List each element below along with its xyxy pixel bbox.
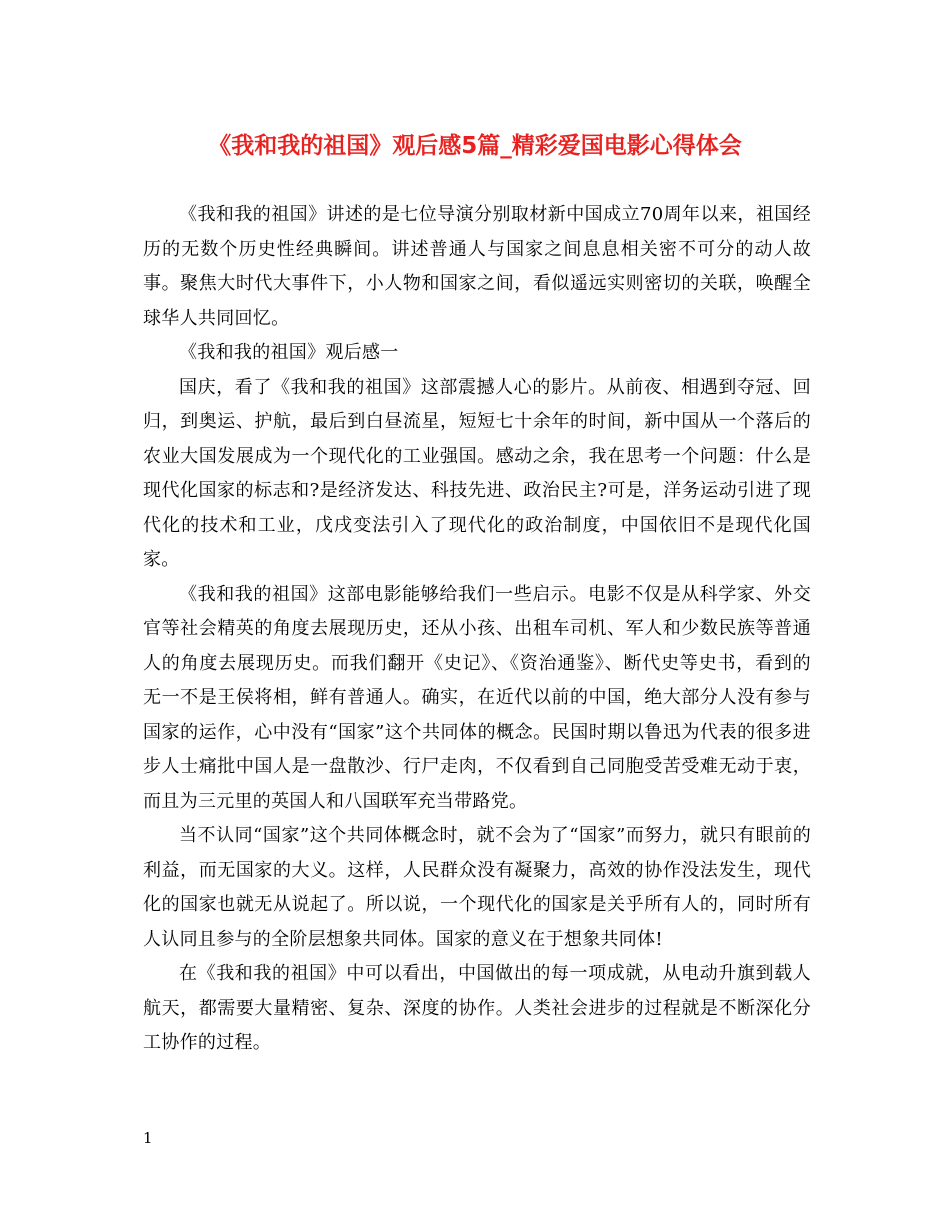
paragraph-2: 国庆，看了《我和我的祖国》这部震撼人心的影片。从前夜、相遇到夺冠、回归，到奥运、护航，最后到白昼流星，短短七十余年的时间，新中国从一个落后的农业大国发展成为一个现代化的工业强国。感动之余，我在思考一个问题：什么是现代化国家的标志和?是经济发达、科技先进、政治民主?可是，洋务运动引进了现代化的技术和工业，戊戌变法引入了现代化的政治制度，中国依旧不是现代化国家。 [143,376,811,570]
paragraph-3: 《我和我的祖国》这部电影能够给我们一些启示。电影不仅是从科学家、外交官等社会精英的角度去展现历史，还从小孩、出租车司机、军人和少数民族等普通人的角度去展现历史。而我们翻开《史记》、《资治通鉴》、断代史等史书，看到的无一不是王侯将相，鲜有普通人。确实，在近代以前的中国，绝大部分人没有参与国家的运作，心中没有“国家”这个共同体的概念。民国时期以鲁迅为代表的很多进步人士痛批中国人是一盘散沙、行尸走肉，不仅看到自己同胞受苦受难无动于衷，而且为三元里的英国人和八国联军充当带路党。 [143,583,811,812]
section-heading-1: 《我和我的祖国》观后感一 [179,342,399,363]
document-title: 《我和我的祖国》观后感5篇_精彩爱国电影心得体会 [208,133,742,159]
paragraph-4: 当不认同“国家”这个共同体概念时，就不会为了“国家”而努力，就只有眼前的利益，而无国家的大义。这样，人民群众没有凝聚力，高效的协作没法发生，现代化的国家也就无从说起了。所以说，一个现代化的国家是关乎所有人的，同时所有人认同且参与的全阶层想象共同体。国家的意义在于想象共同体! [143,825,811,950]
document-body [143,198,811,1061]
page-number: 1 [143,1129,153,1147]
paragraph-5: 在《我和我的祖国》中可以看出，中国做出的每一项成就，从电动升旗到载人航天，都需要大量精密、复杂、深度的协作。人类社会进步的过程就是不断深化分工协作的过程。 [143,963,811,1053]
paragraph-intro: 《我和我的祖国》讲述的是七位导演分别取材新中国成立70周年以来，祖国经历的无数个历史性经典瞬间。讲述普通人与国家之间息息相关密不可分的动人故事。聚焦大时代大事件下，小人物和国家之间，看似遥远实则密切的关联，唤醒全球华人共同回忆。 [143,204,811,329]
